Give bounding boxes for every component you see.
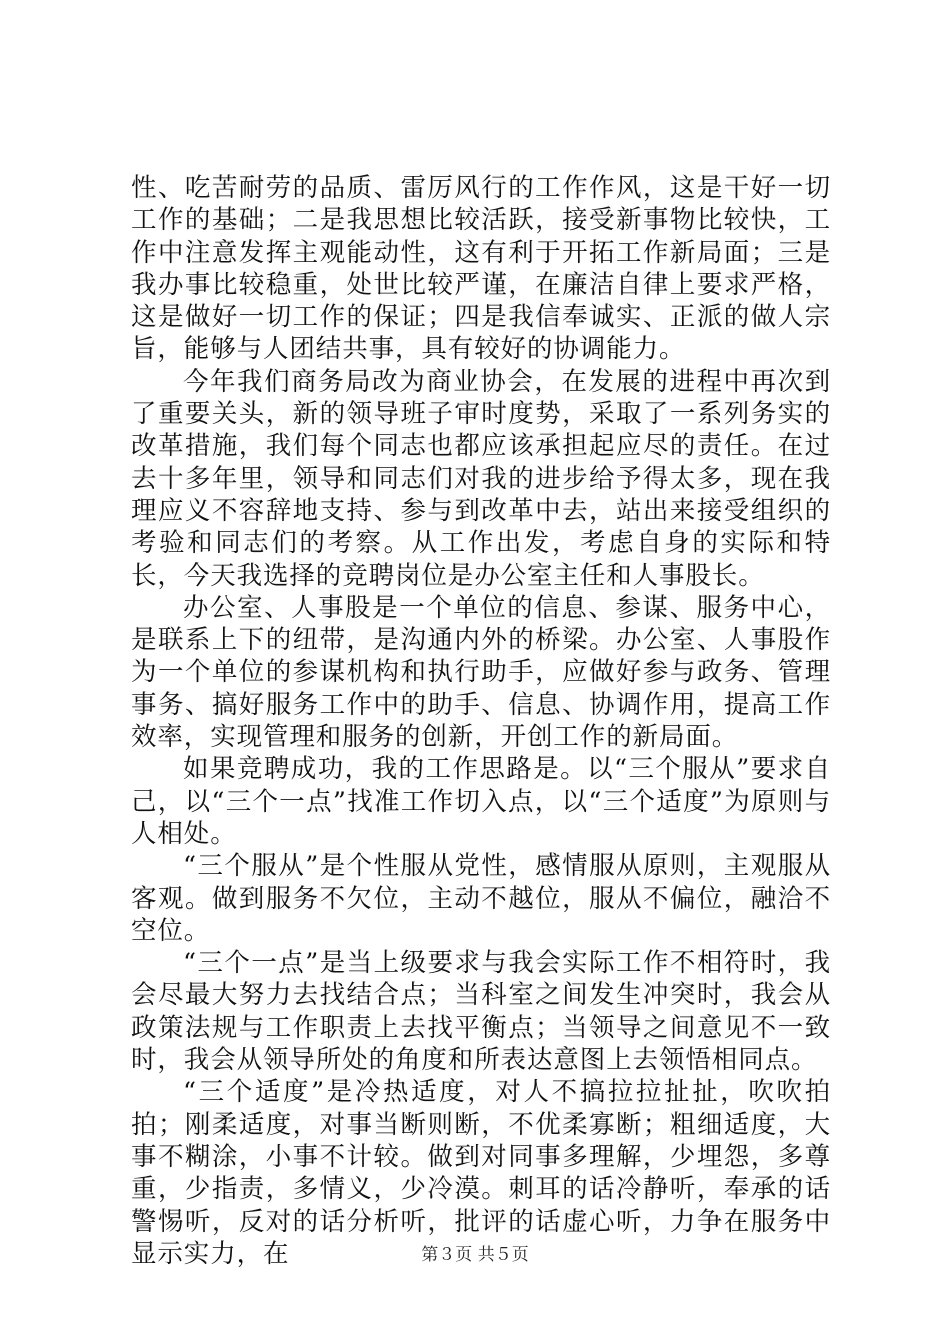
paragraph-3: 办公室、人事股是一个单位的信息、参谋、服务中心，是联系上下的纽带，是沟通内外的桥梁。办公室、人事股作为一个单位的参谋机构和执行助手，应做好参与政务、管理事务、搞好服务工作中的助手、信息、协调作用，提高工作效率，实现管理和服务的创新，开创工作的新局面。 bbox=[131, 592, 831, 753]
paragraph-6: “三个一点”是当上级要求与我会实际工作不相符时，我会尽最大努力去找结合点；当科室之间发生冲突时，我会从政策法规与工作职责上去找平衡点；当领导之间意见不一致时，我会从领导所处的角度和所表达意图上去领悟相同点。 bbox=[131, 948, 831, 1076]
paragraph-5: “三个服从”是个性服从党性，感情服从原则，主观服从客观。做到服务不欠位，主动不越位，服从不偏位，融洽不空位。 bbox=[131, 851, 831, 946]
paragraph-1: 性、吃苦耐劳的品质、雷厉风行的工作作风，这是干好一切工作的基础；二是我思想比较活跃，接受新事物比较快，工作中注意发挥主观能动性，这有利于开拓工作新局面；三是我办事比较稳重，处世比较严谨，在廉洁自律上要求严格，这是做好一切工作的保证；四是我信奉诚实、正派的做人宗旨，能够与人团结共事，具有较好的协调能力。 bbox=[131, 173, 831, 365]
paragraph-2: 今年我们商务局改为商业协会，在发展的进程中再次到了重要关头，新的领导班子审时度势，采取了一系列务实的改革措施，我们每个同志也都应该承担起应尽的责任。在过去十多年里，领导和同志们对我的进步给予得太多，现在我理应义不容辞地支持、参与到改革中去，站出来接受组织的考验和同志们的考察。从工作出发，考虑自身的实际和特长，今天我选择的竞聘岗位是办公室主任和人事股长。 bbox=[131, 366, 831, 591]
paragraph-4: 如果竞聘成功，我的工作思路是。以“三个服从”要求自己，以“三个一点”找准工作切入点，以“三个适度”为原则与人相处。 bbox=[131, 754, 831, 849]
paragraph-7: “三个适度”是冷热适度，对人不搞拉拉扯扯，吹吹拍拍；刚柔适度，对事当断则断，不优柔寡断；粗细适度，大事不糊涂，小事不计较。做到对同事多理解，少埋怨，多尊重，少指责，多情义，少冷漠。刺耳的话冷静听，奉承的话警惕听，反对的话分析听，批评的话虚心听，力争在服务中显示实力，在 bbox=[131, 1077, 831, 1269]
document-body bbox=[131, 172, 831, 1270]
page-number-footer: 第３页 共５页 bbox=[421, 1245, 529, 1265]
